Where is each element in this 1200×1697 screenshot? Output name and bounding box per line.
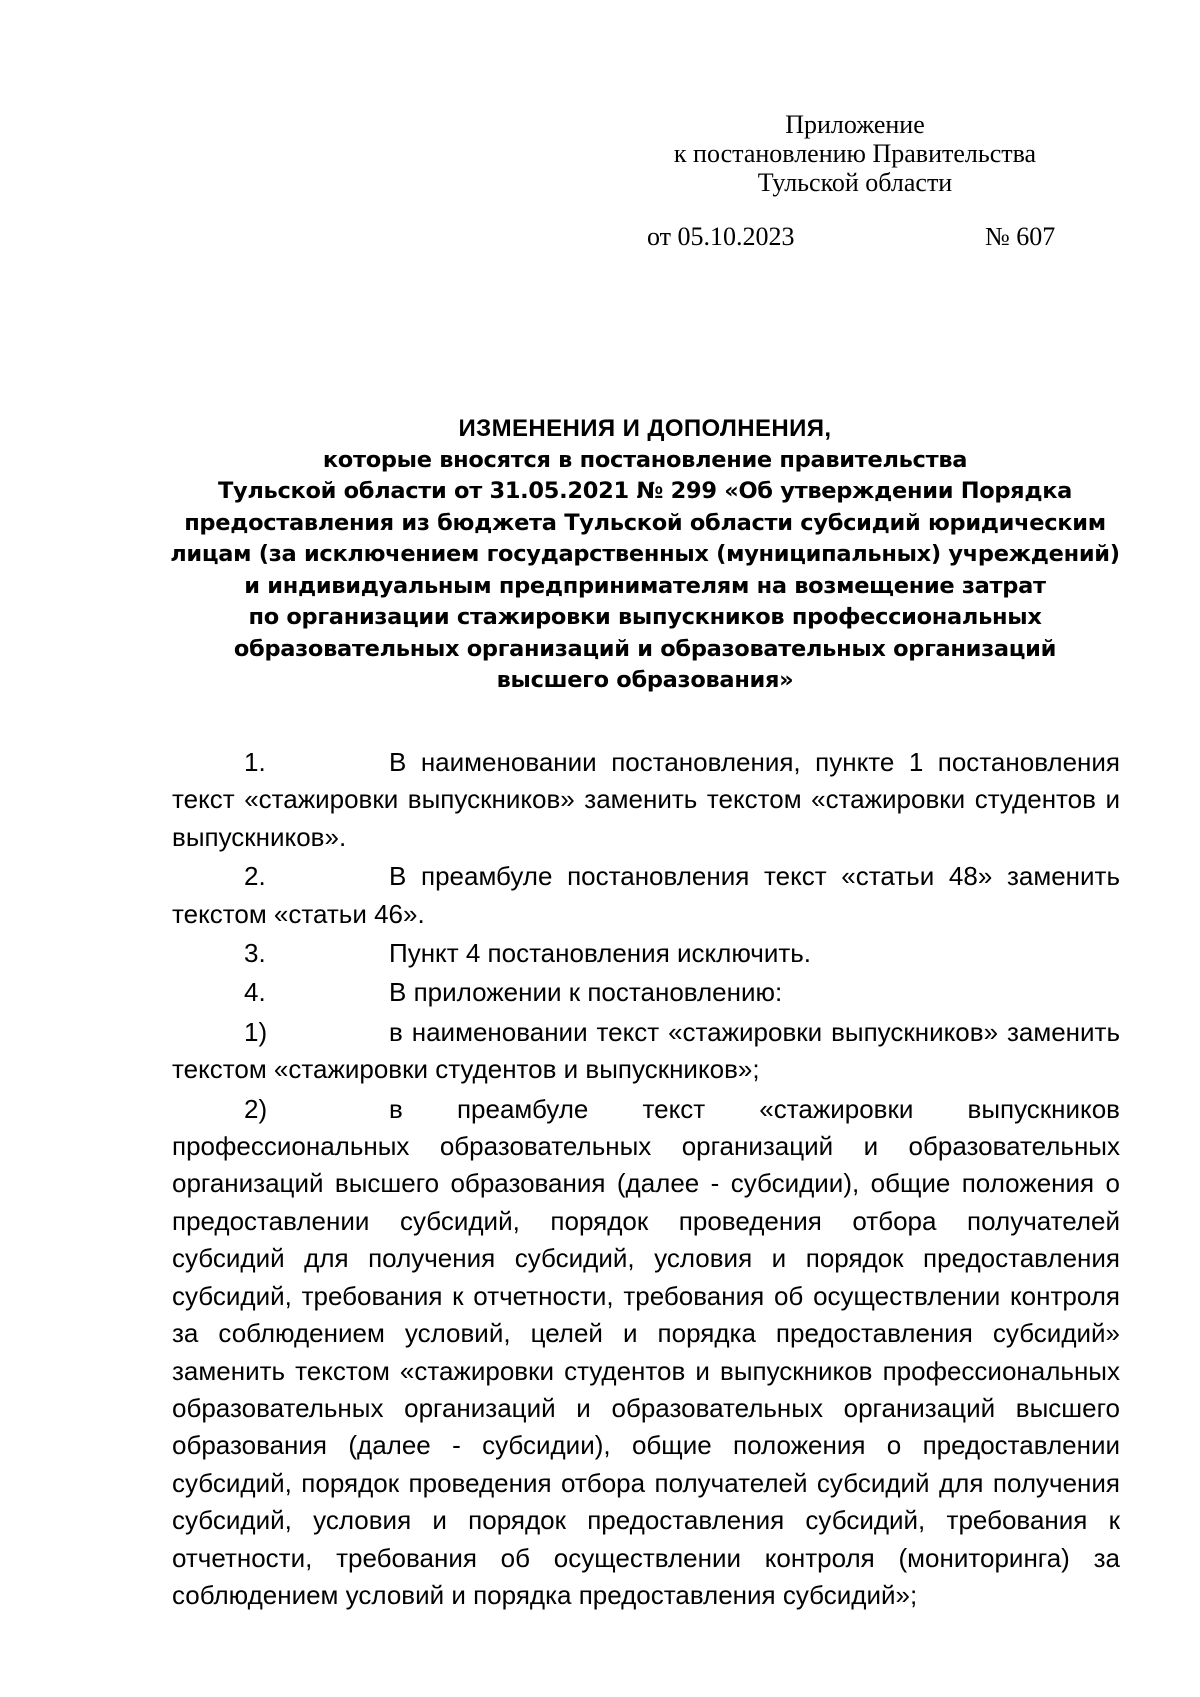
appendix-line-1: Приложение (785, 110, 925, 139)
appendix-header (640, 110, 1070, 197)
paragraph (172, 974, 1120, 1011)
paragraph-text: В преамбуле постановления текст «статьи 48» заменить текстом «статьи 46». (172, 861, 1120, 929)
document-title (160, 413, 1130, 697)
title-line: которые вносятся в постановление правительства (322, 446, 968, 473)
paragraph-number: 4. (244, 977, 266, 1008)
title-line: высшего образования» (496, 667, 794, 693)
paragraph-number: 3. (244, 938, 266, 969)
paragraph (172, 744, 1120, 856)
paragraph-text: в наименовании текст «стажировки выпускников» заменить текстом «стажировки студентов и выпускников»; (172, 1016, 1120, 1085)
paragraph (172, 935, 1120, 972)
paragraph-number: 2. (244, 861, 266, 892)
title-main: ИЗМЕНЕНИЯ И ДОПОЛНЕНИЯ, (458, 415, 832, 442)
paragraph-text: Пункт 4 постановления исключить. (389, 938, 812, 969)
paragraph (172, 1014, 1120, 1089)
document-body (172, 744, 1120, 1616)
title-line: предоставления из бюджета Тульской области субсидий юридическим (184, 509, 1106, 536)
paragraph-text: в преамбуле текст «стажировки выпускников профессиональных образовательных организаций и образовательных организаций высшего образования (далее - субсидии), общие положения о предоставлении субсидий, порядок проведения отбора получателей субсидий для получения субсидий, условия и порядок предоставления субсидий, требования к отчетности, требования об осуществлении контроля за соблюдением условий, целей и порядка предоставления субсидий» заменить текстом «стажировки студентов и выпускников профессиональных образовательных организаций и образовательных организаций высшего образования (далее - субсидии), общие положения о предоставлении субсидий, порядок проведения отбора получателей субсидий для получения субсидий, условия и порядок предоставления субсидий, требования к отчетности, требования об осуществлении контроля (мониторинга) за соблюдением условий и порядка предоставления субсидий»; (172, 1093, 1120, 1610)
appendix-line-3: Тульской области (757, 168, 953, 197)
title-line: и индивидуальным предпринимателям на возмещение затрат (244, 572, 1046, 599)
document-date: от 05.10.2023 (647, 222, 795, 251)
paragraph (172, 1091, 1120, 1615)
paragraph-number: 1) (244, 1016, 268, 1047)
title-line: образовательных организаций и образовательных организаций (233, 635, 1057, 662)
paragraph-text: В приложении к постановлению: (389, 977, 783, 1008)
document-number: № 607 (985, 222, 1056, 251)
paragraph-number: 1. (244, 747, 266, 777)
title-line: лицам (за исключением государственных (муниципальных) учреждений) (170, 541, 1120, 567)
paragraph (172, 858, 1120, 933)
paragraph-number: 2) (244, 1093, 268, 1124)
title-line: Тульской области от 31.05.2021 № 299 «Об утверждении Порядка (217, 478, 1073, 504)
title-line: по организации стажировки выпускников профессиональных (248, 604, 1042, 630)
paragraph-text: В наименовании постановления, пункте 1 постановления текст «стажировки выпускников» заменить текстом «стажировки студентов и выпускников». (172, 747, 1120, 852)
appendix-line-2: к постановлению Правительства (673, 139, 1037, 168)
